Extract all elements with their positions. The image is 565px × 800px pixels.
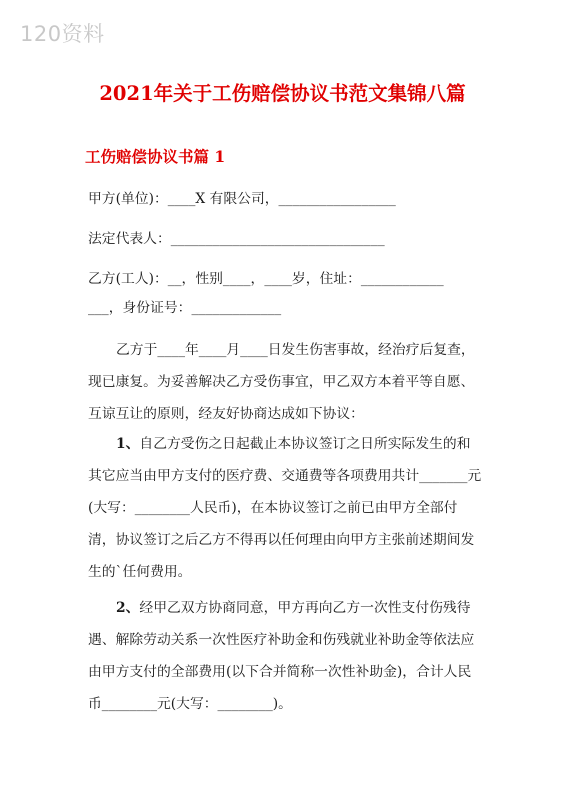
clause-2-text: 经甲乙双方协商同意，甲方再向乙方一次性支付伤残待遇、解除劳动关系一次性医疗补助金和伤残就业补助金等依法应由甲方支付的全部费用(以下合并简称一次性补助金)，合计人民币________元(大写：________)。 bbox=[88, 600, 475, 712]
party-b-line-2: ___，身份证号：_____________ bbox=[88, 300, 282, 316]
legal-representative-line: 法定代表人：_______________________________ bbox=[88, 231, 385, 247]
party-a-line: 甲方(单位)：____X 有限公司，_________________ bbox=[88, 191, 396, 207]
clause-2-paragraph bbox=[88, 592, 483, 720]
clause-2-number: 2、 bbox=[116, 600, 140, 616]
clause-1-number: 1、 bbox=[116, 436, 140, 452]
clause-1-text: 自乙方受伤之日起截止本协议签订之日所实际发生的和其它应当由甲方支付的医疗费、交通费等各项费用共计_______元(大写：________人民币)，在本协议签订之前已由甲方全部付清，协议签订之后乙方不得再以任何理由向甲方主张前述期间发生的`任何费用。 bbox=[88, 436, 482, 580]
document-title: 2021年关于工伤赔偿协议书范文集锦八篇 bbox=[99, 82, 466, 105]
clause-1-paragraph bbox=[88, 428, 483, 588]
party-b-line-1: 乙方(工人)：__，性别____，____岁，住址：____________ bbox=[88, 271, 444, 287]
intro-paragraph: 乙方于____年____月____日发生伤害事故，经治疗后复查，现已康复。为妥善解决乙方受伤事宜，甲乙双方本着平等自愿、互谅互让的原则，经友好协商达成如下协议： bbox=[88, 342, 475, 422]
section-title: 工伤赔偿协议书篇 1 bbox=[85, 147, 226, 166]
watermark-logo: 120资料 bbox=[20, 22, 105, 46]
